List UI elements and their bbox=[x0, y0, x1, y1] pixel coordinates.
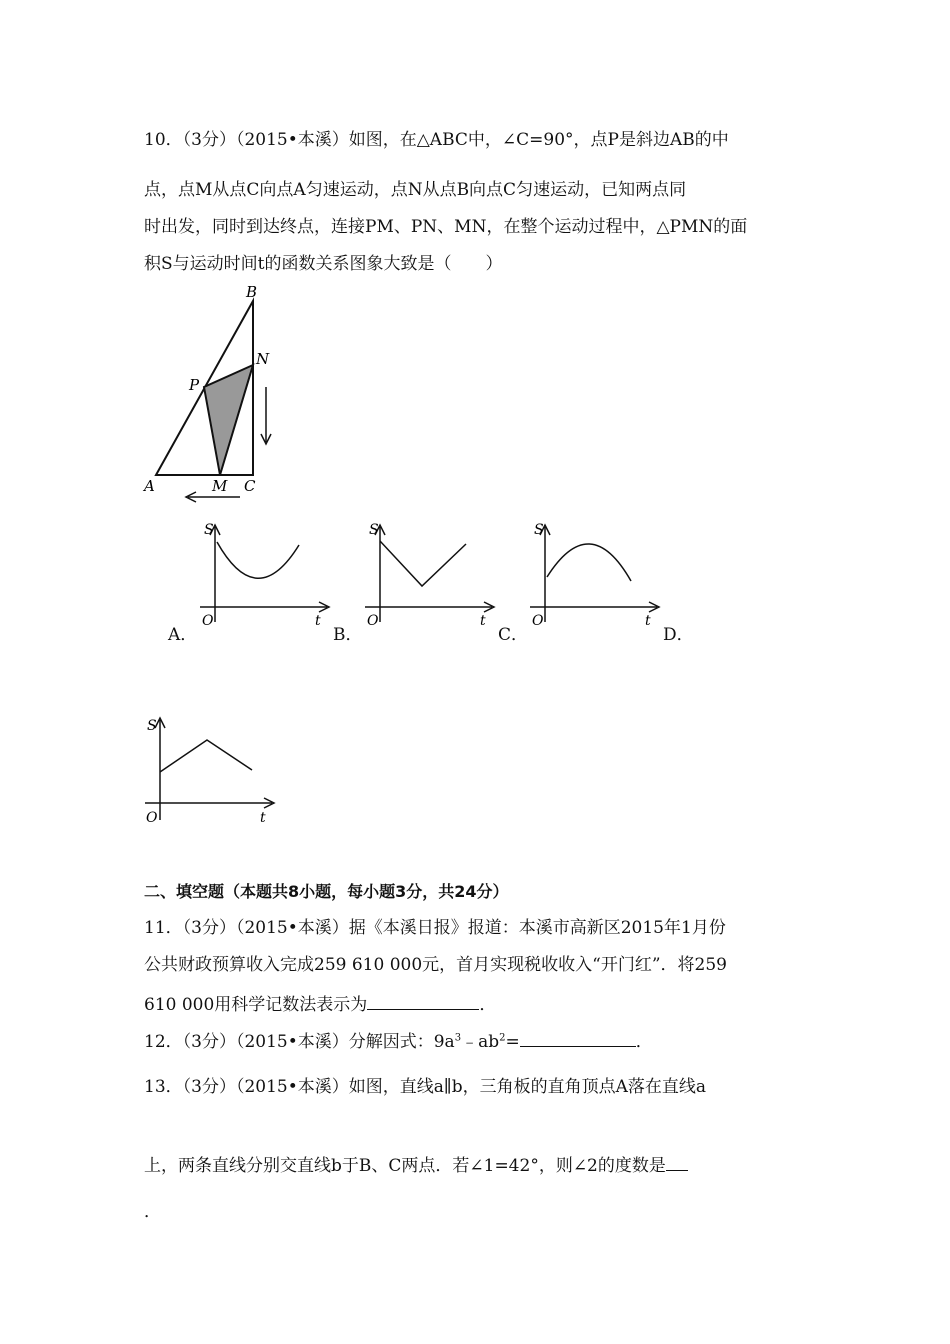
label-b: B bbox=[246, 283, 258, 301]
svg-text:O: O bbox=[202, 613, 214, 629]
q13-line-2: 上，两条直线分别交直线b于B、C两点．若∠1=42°，则∠2的度数是 bbox=[144, 1155, 688, 1175]
label-a: A bbox=[144, 477, 155, 495]
option-a-label: A． bbox=[168, 625, 198, 645]
svg-text:S: S bbox=[204, 522, 214, 538]
q11-answer-blank[interactable] bbox=[367, 994, 479, 1010]
svg-text:O: O bbox=[532, 613, 544, 629]
q10-line-3: 时出发，同时到达终点，连接PM、PN、MN，在整个运动过程中，△PMN的面 bbox=[144, 217, 748, 237]
q13-answer-blank[interactable] bbox=[666, 1155, 688, 1171]
svg-text:O: O bbox=[146, 810, 158, 826]
q10-line-4: 积S与运动时间t的函数关系图象大致是（ ） bbox=[144, 254, 503, 274]
svg-text:t: t bbox=[480, 613, 486, 629]
graph-option-b bbox=[360, 515, 505, 630]
svg-text:t: t bbox=[645, 613, 651, 629]
graph-option-d bbox=[140, 710, 285, 828]
curve-b bbox=[380, 541, 466, 586]
q13-line-1: 13．（3分）（2015•本溪）如图，直线a∥b，三角板的直角顶点A落在直线a bbox=[144, 1077, 707, 1097]
label-n: N bbox=[256, 350, 270, 368]
label-p: P bbox=[189, 376, 200, 394]
shaded-triangle-pmn bbox=[204, 365, 253, 475]
svg-text:S: S bbox=[147, 718, 157, 734]
q13-line-3: ． bbox=[144, 1202, 161, 1222]
svg-text:t: t bbox=[315, 613, 321, 629]
graph-option-a bbox=[195, 515, 340, 630]
svg-text:S: S bbox=[534, 522, 544, 538]
svg-text:O: O bbox=[367, 613, 379, 629]
curve-c bbox=[547, 544, 631, 581]
svg-text:S: S bbox=[369, 522, 379, 538]
graph-option-c bbox=[525, 515, 670, 630]
q11-line-1: 11．（3分）（2015•本溪）据《本溪日报》报道：本溪市高新区2015年1月份 bbox=[144, 918, 726, 938]
option-d-label: D． bbox=[663, 625, 694, 645]
q11-line-2: 公共财政预算收入完成259 610 000元，首月实现税收收入“开门红”．将259 bbox=[144, 955, 727, 975]
section-2-title: 二、填空题（本题共8小题，每小题3分，共24分） bbox=[144, 882, 509, 901]
triangle-figure bbox=[140, 282, 280, 507]
option-c-label: C． bbox=[498, 625, 529, 645]
label-m: M bbox=[212, 477, 228, 495]
option-b-label: B． bbox=[333, 625, 363, 645]
q12-answer-blank[interactable] bbox=[520, 1031, 636, 1047]
label-c: C bbox=[244, 477, 256, 495]
q11-line-3: 610 000用科学记数法表示为 ． bbox=[144, 995, 497, 1015]
q12-line: 12．（3分）（2015•本溪）分解因式：$9a^3﹣ab^2=$ ． bbox=[144, 1032, 653, 1052]
svg-text:t: t bbox=[260, 810, 266, 826]
curve-d bbox=[160, 740, 252, 772]
curve-a bbox=[217, 542, 299, 578]
q10-line-2: 点，点M从点C向点A匀速运动，点N从点B向点C匀速运动，已知两点同 bbox=[144, 180, 687, 200]
q10-line-1: 10．（3分）（2015•本溪）如图，在△ABC中，∠C=90°，点P是斜边AB的中 bbox=[144, 130, 729, 150]
